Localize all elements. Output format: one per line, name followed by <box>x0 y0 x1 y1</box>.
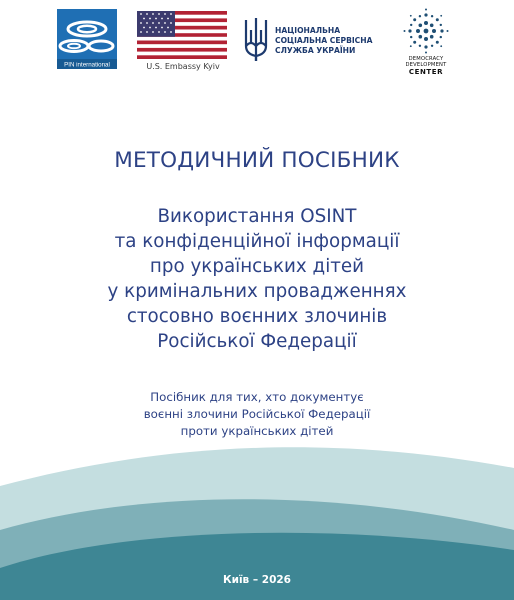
us-flag-icon <box>137 11 227 59</box>
nss-name-line-2: СОЦІАЛЬНА СЕРВІСНА <box>275 36 373 45</box>
us-embassy-logo <box>137 11 229 81</box>
pin-logo <box>57 9 117 69</box>
ddc-name-line-3: CENTER <box>408 68 444 76</box>
ddc-name-line-2: DEVELOPMENT <box>405 62 447 68</box>
ddc-name-line-1: DEMOCRACY <box>408 56 444 62</box>
tryzub-icon <box>243 16 269 62</box>
nss-name <box>275 26 373 56</box>
pin-caption: PIN international <box>64 61 110 69</box>
us-embassy-caption: U.S. Embassy Kyiv <box>146 62 220 71</box>
title-line: та конфіденційної інформації <box>114 231 400 252</box>
subtitle-line: воєнні злочини Російської Федерації <box>143 407 371 421</box>
ddc-logo <box>395 8 457 88</box>
subtitle-line: Посібник для тих, хто документує <box>150 390 364 404</box>
title-line: стосовно воєнних злочинів <box>126 306 388 327</box>
title-line: Використання OSINT <box>157 206 357 227</box>
title-line: Російської Федерації <box>157 331 357 352</box>
footer-place-year: Київ – 2026 <box>223 574 291 586</box>
document-type-heading: МЕТОДИЧНИЙ ПОСІБНИК <box>114 148 400 173</box>
title-line: про українських дітей <box>149 256 365 277</box>
document-title <box>0 204 514 354</box>
ddc-name <box>395 56 457 76</box>
subtitle-line: проти українських дітей <box>180 424 334 438</box>
wave-decoration <box>0 418 514 600</box>
ddc-dots-icon <box>403 8 449 54</box>
nss-logo <box>243 16 393 66</box>
nss-name-line-3: СЛУЖБА УКРАЇНИ <box>275 46 356 55</box>
pin-logo-icon <box>57 9 117 69</box>
nss-name-line-1: НАЦІОНАЛЬНА <box>275 26 341 35</box>
title-line: у кримінальних провадженнях <box>107 281 407 302</box>
